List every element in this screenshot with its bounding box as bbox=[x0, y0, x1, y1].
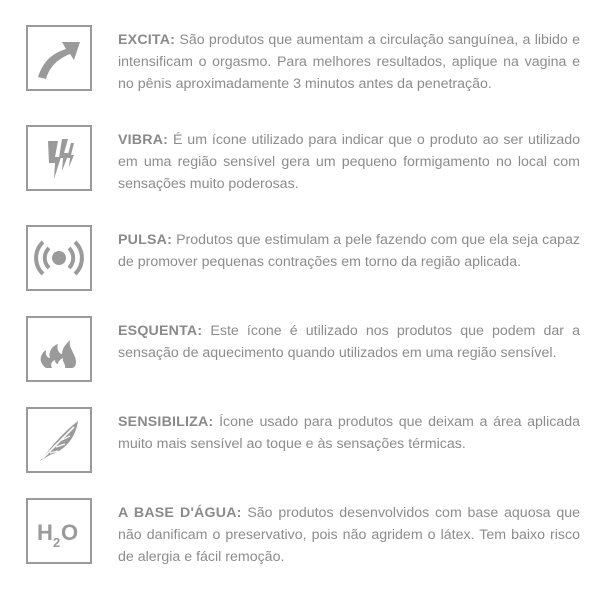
feature-sensibiliza bbox=[26, 407, 582, 479]
svg-text:O: O bbox=[61, 520, 79, 545]
feature-label: VIBRA: bbox=[118, 132, 169, 148]
feature-text: É um ícone utilizado para indicar que o produto ao ser utilizado em uma região sensível gera um pequeno formigamento no local com sensações muito poderosas. bbox=[118, 132, 580, 192]
svg-text:2: 2 bbox=[53, 535, 61, 550]
feature-base-agua bbox=[26, 498, 582, 570]
feature-label: ESQUENTA: bbox=[118, 323, 203, 339]
feature-label: SENSIBILIZA: bbox=[118, 414, 214, 430]
feature-esquenta bbox=[26, 316, 582, 388]
arrow-up-icon bbox=[26, 25, 92, 91]
feature-description bbox=[118, 29, 580, 95]
feature-description bbox=[118, 411, 580, 455]
feature-description bbox=[118, 502, 580, 568]
feature-text: São produtos que aumentam a circulação sanguínea, a libido e intensificam o orgasmo. Para melhores resultados, aplique na vagina e no pênis aproximadamente 3 minutos antes da penetração. bbox=[118, 32, 580, 92]
feature-label: EXCITA: bbox=[118, 32, 176, 48]
feature-text: Este ícone é utilizado nos produtos que podem dar a sensação de aquecimento quando utilizados em uma região sensível. bbox=[118, 323, 580, 361]
svg-text:H: H bbox=[37, 520, 53, 545]
feather-icon bbox=[26, 407, 92, 473]
feature-pulsa bbox=[26, 225, 582, 297]
feature-label: A BASE D'ÁGUA: bbox=[118, 505, 242, 521]
pulse-waves-icon bbox=[26, 225, 92, 291]
feature-text: São produtos desenvolvidos com base aquosa que não danificam o preservativo, pois não agridem o látex. Tem baixo risco de alergia e fácil remoção. bbox=[118, 505, 580, 565]
feature-text: Ícone usado para produtos que deixam a área aplicada muito mais sensível ao toque e às sensações térmicas. bbox=[118, 414, 581, 452]
feature-label: PULSA: bbox=[118, 232, 173, 248]
feature-excita bbox=[26, 25, 582, 97]
feature-description bbox=[118, 129, 580, 195]
feature-description bbox=[118, 229, 580, 273]
h2o-icon bbox=[26, 498, 92, 564]
flame-icon bbox=[26, 316, 92, 382]
feature-description bbox=[118, 320, 580, 364]
lightning-icon bbox=[26, 125, 92, 191]
feature-vibra bbox=[26, 125, 582, 197]
feature-text: Produtos que estimulam a pele fazendo com que ela seja capaz de promover pequenas contrações em torno da região aplicada. bbox=[118, 232, 580, 270]
